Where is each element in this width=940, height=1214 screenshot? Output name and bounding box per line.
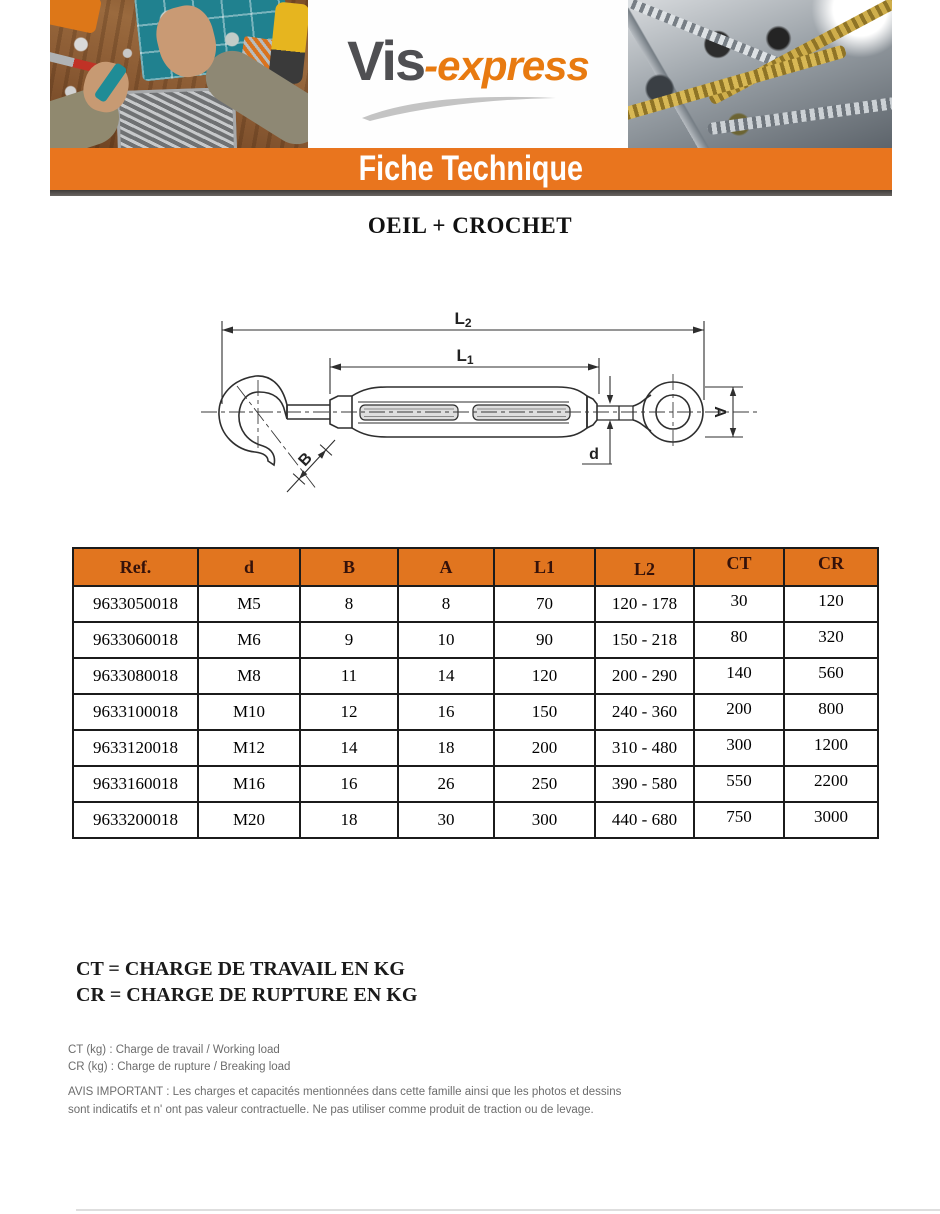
table-cell: 14: [398, 658, 494, 694]
table-cell: M8: [198, 658, 300, 694]
turnbuckle-technical-drawing: [175, 300, 775, 500]
table-cell: 80: [694, 622, 784, 658]
table-cell: 320: [784, 622, 878, 658]
banner-title: Fiche Technique: [358, 149, 584, 188]
table-cell: 9633050018: [73, 586, 198, 622]
table-cell: 390 - 580: [595, 766, 694, 802]
table-cell: 120: [784, 586, 878, 622]
column-header-l1: L1: [494, 548, 595, 586]
photo-screw-pile: [628, 0, 892, 148]
label-d: d: [589, 446, 599, 463]
column-header-d: d: [198, 548, 300, 586]
legend: [76, 956, 417, 1008]
table-cell: 9633120018: [73, 730, 198, 766]
table-row: [73, 622, 878, 658]
table-cell: 120 - 178: [595, 586, 694, 622]
page-title: OEIL + CROCHET: [367, 213, 573, 238]
silver-screw: [707, 96, 892, 134]
column-header-cr: CR: [784, 548, 878, 586]
table-cell: 150: [494, 694, 595, 730]
legend-ct: CT = CHARGE DE TRAVAIL EN KG: [76, 958, 405, 980]
table-cell: 18: [398, 730, 494, 766]
table-cell: 30: [694, 586, 784, 622]
logo-swoosh-icon: [356, 88, 566, 122]
photo-workbench: [50, 0, 308, 148]
table-cell: 200 - 290: [595, 658, 694, 694]
threaded-rods: [360, 405, 570, 420]
table-cell: 12: [300, 694, 398, 730]
table-cell: 120: [494, 658, 595, 694]
table-cell: 250: [494, 766, 595, 802]
column-header-ct: CT: [694, 548, 784, 586]
footnote-ct: CT (kg) : Charge de travail / Working load: [68, 1044, 280, 1056]
brand-logo-primary: Vis: [347, 29, 425, 92]
table-cell: 140: [694, 658, 784, 694]
bottom-divider: [76, 1209, 940, 1211]
hook-shape: [219, 376, 287, 465]
label-L2: L2: [454, 309, 472, 330]
table-row: [73, 730, 878, 766]
banner-shadow-strip: [50, 190, 892, 196]
table-cell: 14: [300, 730, 398, 766]
table-cell: 9633200018: [73, 802, 198, 838]
table-cell: 550: [694, 766, 784, 802]
table-cell: M12: [198, 730, 300, 766]
table-cell: M20: [198, 802, 300, 838]
table-cell: 800: [784, 694, 878, 730]
column-header-b: B: [300, 548, 398, 586]
spec-table-body: [73, 586, 878, 838]
banner: [50, 148, 892, 190]
footnote-cr: CR (kg) : Charge de rupture / Breaking load: [68, 1061, 291, 1073]
spec-table: [72, 547, 879, 839]
table-cell: M6: [198, 622, 300, 658]
gold-screw: [707, 0, 892, 106]
table-cell: 9633160018: [73, 766, 198, 802]
table-cell: 9633080018: [73, 658, 198, 694]
important-notice: AVIS IMPORTANT : Les charges et capacités mentionnées dans cette famille ainsi que les photos et dessins sont indicatifs et n' ont pas valeur contractuelle. Ne pas utiliser comme produit de traction ou de levage.: [68, 1086, 622, 1116]
column-header-a: A: [398, 548, 494, 586]
legend-cr: CR = CHARGE DE RUPTURE EN KG: [76, 984, 418, 1006]
table-header-row: [73, 548, 878, 586]
table-row: [73, 802, 878, 838]
brand-logo: [308, 28, 628, 93]
table-cell: 8: [300, 586, 398, 622]
logo-panel: [308, 0, 628, 148]
table-cell: M5: [198, 586, 300, 622]
table-cell: 30: [398, 802, 494, 838]
table-cell: 9633060018: [73, 622, 198, 658]
table-cell: 9: [300, 622, 398, 658]
table-cell: 9633100018: [73, 694, 198, 730]
footnotes: [68, 1042, 290, 1076]
table-cell: 300: [494, 802, 595, 838]
table-cell: 18: [300, 802, 398, 838]
table-cell: 200: [694, 694, 784, 730]
table-row: [73, 658, 878, 694]
table-cell: 1200: [784, 730, 878, 766]
table-row: [73, 766, 878, 802]
label-B: B: [295, 449, 316, 470]
table-row: [73, 586, 878, 622]
table-cell: M10: [198, 694, 300, 730]
table-cell: 26: [398, 766, 494, 802]
table-cell: 310 - 480: [595, 730, 694, 766]
table-cell: 200: [494, 730, 595, 766]
label-A: A: [711, 406, 728, 418]
table-cell: 750: [694, 802, 784, 838]
table-cell: 560: [784, 658, 878, 694]
table-cell: 240 - 360: [595, 694, 694, 730]
table-cell: 16: [300, 766, 398, 802]
table-cell: 440 - 680: [595, 802, 694, 838]
column-header-l2: L2: [595, 548, 694, 586]
label-L1: L1: [456, 346, 474, 367]
table-cell: 150 - 218: [595, 622, 694, 658]
table-cell: 10: [398, 622, 494, 658]
table-cell: 300: [694, 730, 784, 766]
turnbuckle-outline: [219, 376, 703, 465]
table-cell: 11: [300, 658, 398, 694]
column-header-ref: Ref.: [73, 548, 198, 586]
table-cell: 16: [398, 694, 494, 730]
table-cell: M16: [198, 766, 300, 802]
table-row: [73, 694, 878, 730]
table-cell: 3000: [784, 802, 878, 838]
table-cell: 8: [398, 586, 494, 622]
table-cell: 70: [494, 586, 595, 622]
brand-logo-secondary: -express: [424, 42, 589, 89]
table-cell: 90: [494, 622, 595, 658]
table-cell: 2200: [784, 766, 878, 802]
